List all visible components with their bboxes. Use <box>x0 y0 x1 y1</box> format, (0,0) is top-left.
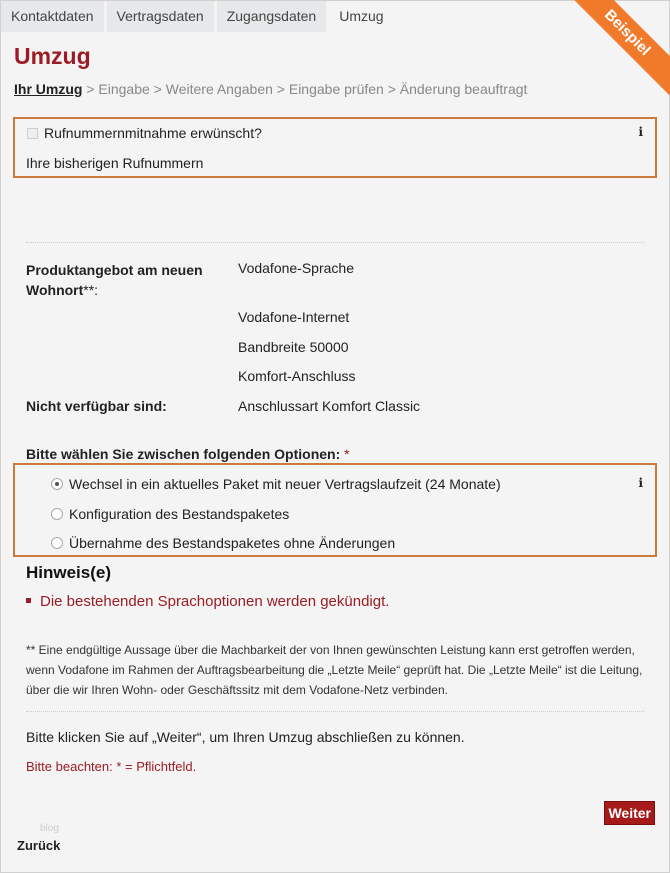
next-button[interactable]: Weiter <box>604 801 655 825</box>
offer-label: Produktangebot am neuen Wohnort**: <box>26 262 203 298</box>
offer-item: Komfort-Anschluss <box>238 368 356 384</box>
breadcrumb-steps: > Eingabe > Weitere Angaben > Eingabe prüfen > Änderung beauftragt <box>82 81 528 97</box>
footnote: ** Eine endgültige Aussage über die Machbarkeit der von Ihnen gewünschten Leistung kann erst getroffen werden, wenn Vodafone im Rahmen der Auftragsbearbeitung die „Letzte Meile“ geprüft hat. Die „Letzte Meile“ ist die Leitung, über die wir Ihren Wohn- oder Geschäftssitz mit dem Vodafone-Netz verbinden. <box>26 643 643 697</box>
options-heading: Bitte wählen Sie zwischen folgenden Optionen: * <box>26 446 350 462</box>
breadcrumb <box>14 81 527 97</box>
back-button[interactable]: Zurück <box>17 838 61 853</box>
options-box <box>13 463 657 557</box>
offer-item: Vodafone-Internet <box>238 309 350 325</box>
tab-kontaktdaten[interactable]: Kontaktdaten <box>1 1 104 32</box>
tab-zugangsdaten[interactable]: Zugangsdaten <box>217 1 327 32</box>
tab-umzug[interactable]: Umzug <box>339 8 384 24</box>
instruction: Bitte klicken Sie auf „Weiter“, um Ihren Umzug abschließen zu können. <box>26 729 465 745</box>
option-new-package[interactable]: Wechsel in ein aktuelles Paket mit neuer Vertragslaufzeit (24 Monate) <box>51 476 501 492</box>
unavailable-value: Anschlussart Komfort Classic <box>238 398 421 414</box>
tab-vertragsdaten[interactable]: Vertragsdaten <box>107 1 214 32</box>
offer-item: Bandbreite 50000 <box>238 339 349 355</box>
breadcrumb-current[interactable]: Ihr Umzug <box>14 81 83 97</box>
notice-heading: Hinweis(e) <box>26 563 112 582</box>
radio-icon[interactable] <box>51 508 63 520</box>
radio-icon[interactable] <box>51 537 63 549</box>
page-title: Umzug <box>14 43 91 69</box>
tab-bar <box>1 1 397 32</box>
divider <box>26 711 644 712</box>
notice-item: Die bestehenden Sprachoptionen werden gekündigt. <box>26 593 389 610</box>
option-configure[interactable]: Konfiguration des Bestandspaketes <box>51 506 289 522</box>
porting-box <box>13 117 657 178</box>
checkbox-icon[interactable] <box>27 128 38 139</box>
bullet-icon <box>26 598 31 603</box>
radio-icon[interactable] <box>51 478 63 490</box>
option-keep[interactable]: Übernahme des Bestandspaketes ohne Änderungen <box>51 535 395 551</box>
porting-checkbox[interactable] <box>27 125 262 141</box>
porting-label: Rufnummernmitnahme erwünscht? <box>44 125 262 141</box>
example-ribbon: Beispiel <box>561 0 670 99</box>
numbers-label: Ihre bisherigen Rufnummern <box>26 155 204 171</box>
divider <box>26 242 644 243</box>
required-note: Bitte beachten: * = Pflichtfeld. <box>26 759 197 774</box>
watermark: blog <box>40 823 59 834</box>
unavailable-label: Nicht verfügbar sind: <box>26 398 167 414</box>
info-icon[interactable]: i <box>638 125 643 139</box>
offer-item: Vodafone-Sprache <box>238 260 354 276</box>
info-icon[interactable]: i <box>638 476 643 490</box>
